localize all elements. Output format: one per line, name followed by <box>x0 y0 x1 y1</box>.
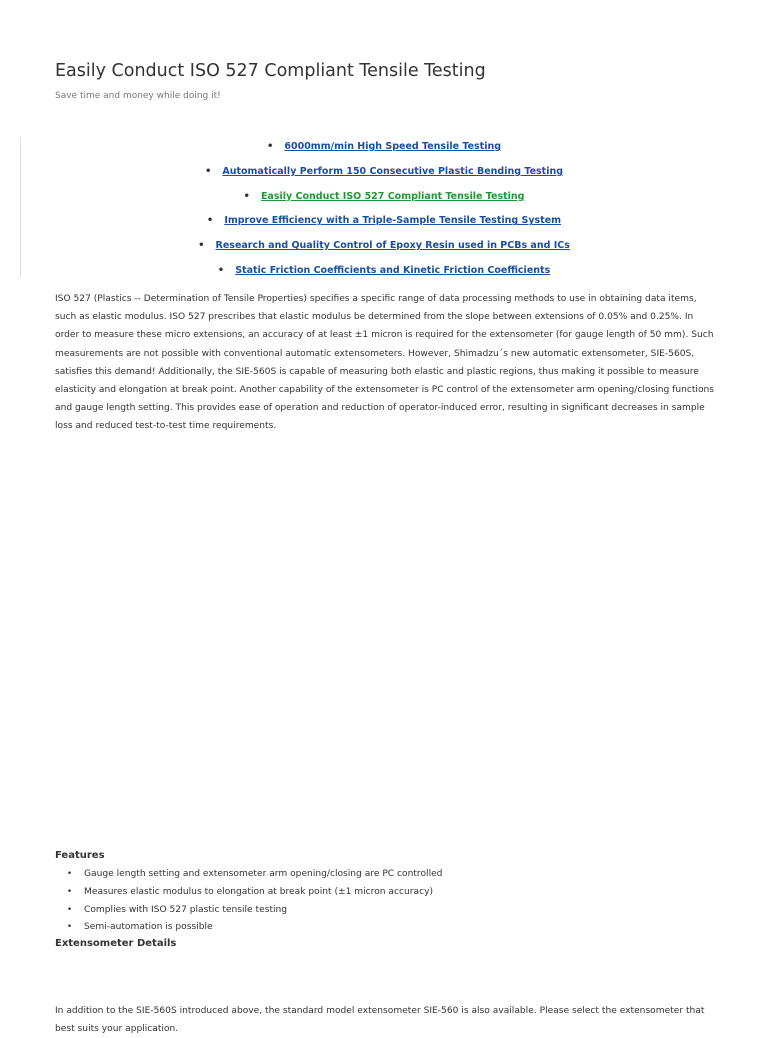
nav-link-epoxy-resin[interactable]: Research and Quality Control of Epoxy Resin used in PCBs and ICs <box>215 240 570 252</box>
bullet-icon: • <box>66 922 73 933</box>
nav-item <box>0 166 768 191</box>
nav-link-triple-sample[interactable]: Improve Efficiency with a Triple-Sample Tensile Testing System <box>224 215 562 227</box>
page-title: Easily Conduct ISO 527 Compliant Tensile Testing <box>55 61 486 81</box>
feature-item <box>55 884 442 902</box>
page-subtitle: Save time and money while doing it! <box>55 91 221 101</box>
nav-link-high-speed-tensile[interactable]: 6000mm/min High Speed Tensile Testing <box>284 141 502 152</box>
nav-item <box>0 141 768 166</box>
feature-item <box>55 919 442 937</box>
extensometer-details-paragraph: In addition to the SIE-560S introduced above, the standard model extensometer SIE-560 is also available. Please select the extensometer that best suits your application. <box>55 1006 705 1035</box>
related-articles-nav <box>0 141 768 290</box>
features-list <box>55 866 442 937</box>
feature-text: Complies with ISO 527 plastic tensile testing <box>84 904 288 915</box>
nav-item <box>0 265 768 290</box>
bullet-icon: • <box>66 869 73 879</box>
feature-item <box>55 866 442 884</box>
extensometer-details-heading: Extensometer Details <box>55 938 177 949</box>
bullet-icon: • <box>243 190 250 202</box>
feature-item <box>55 902 442 920</box>
feature-text: Measures elastic modulus to elongation at break point (±1 micron accuracy) <box>84 886 433 897</box>
nav-item <box>0 191 768 216</box>
feature-text: Gauge length setting and extensometer arm opening/closing are PC controlled <box>84 869 443 879</box>
bullet-icon: • <box>266 141 274 152</box>
bullet-icon: • <box>198 240 205 252</box>
nav-item <box>0 215 768 240</box>
bullet-icon: • <box>206 215 214 227</box>
nav-link-plastic-bending[interactable]: Automatically Perform 150 Consecutive Plastic Bending Testing <box>222 165 564 177</box>
bullet-icon: • <box>66 904 73 915</box>
feature-text: Semi-automation is possible <box>84 922 213 933</box>
bullet-icon: • <box>66 886 73 897</box>
nav-link-friction-coefficients[interactable]: Static Friction Coefficients and Kinetic Friction Coefficients <box>235 264 551 276</box>
features-heading: Features <box>55 850 105 861</box>
bullet-icon: • <box>217 264 225 276</box>
nav-item <box>0 240 768 265</box>
bullet-icon: • <box>204 165 212 177</box>
intro-paragraph: ISO 527 (Plastics -- Determination of Tensile Properties) specifies a specific range of data processing methods to use in obtaining data items, such as elastic modulus. ISO 527 prescribes that elastic modulus be determined from the slope between extensions of 0.05% and 0.25%. In order to measure these micro extensions, an accuracy of at least ±1 micron is required for the extensometer (for gauge length of 50 mm). Such measurements are not possible with conventional automatic extensometers. However, Shimadzu´s new automatic extensometer, SIE-560S, satisfies this demand! Additionally, the SIE-560S is capable of measuring both elastic and plastic regions, thus making it possible to measure elasticity and elongation at break point. Another capability of the extensometer is PC control of the extensometer arm opening/closing functions and gauge length setting. This provides ease of operation and reduction of operator-induced error, resulting in significant decreases in sample loss and reduced test-to-test time requirements. <box>55 294 715 432</box>
nav-link-iso-527-current[interactable]: Easily Conduct ISO 527 Compliant Tensile Testing <box>260 190 525 202</box>
